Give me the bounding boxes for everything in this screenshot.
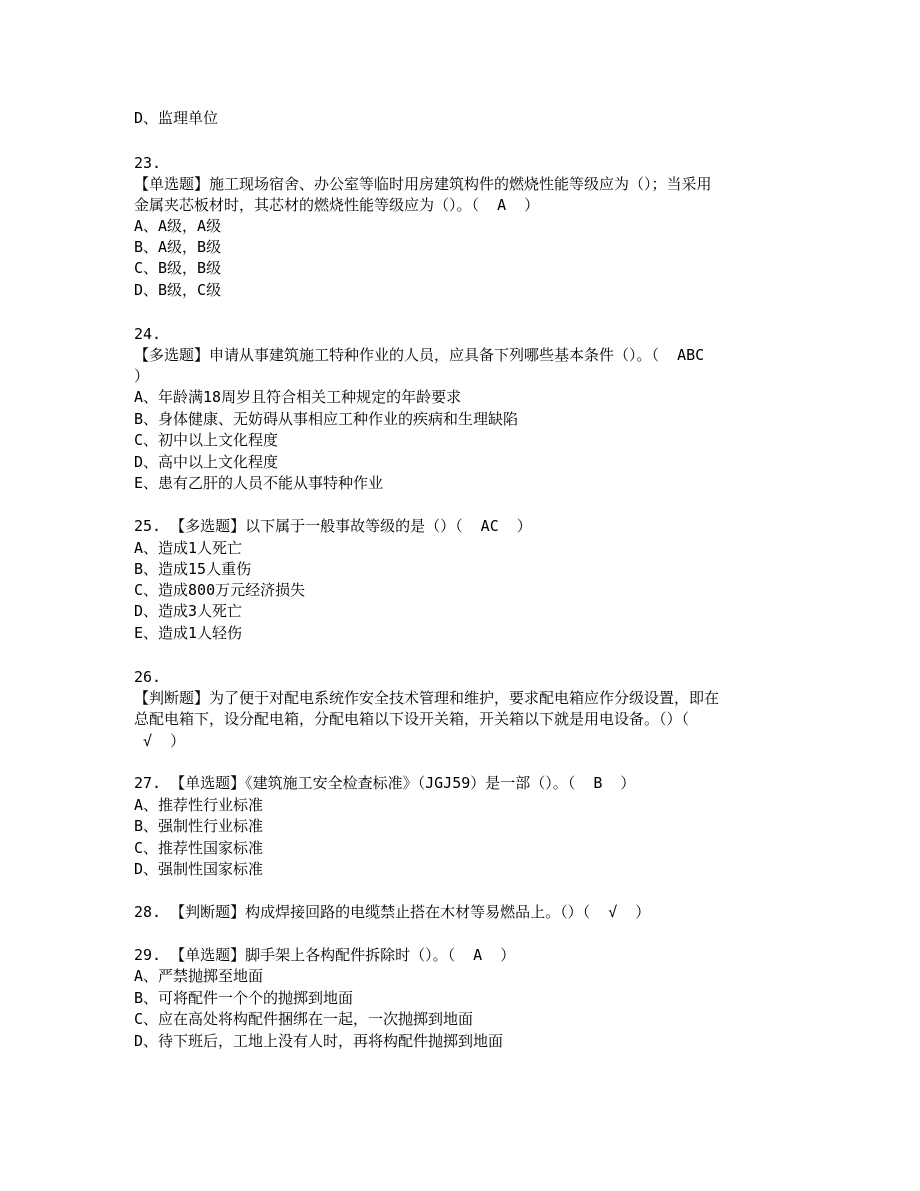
- q27-option-c: C、推荐性国家标准: [134, 839, 264, 857]
- q24-text-line1: 【多选题】申请从事建筑施工特种作业的人员，应具备下列哪些基本条件（）。（ ABC: [134, 346, 705, 364]
- q25-text: 25. 【多选题】以下属于一般事故等级的是（）（ AC ）: [134, 517, 532, 535]
- q24-option-d: D、高中以上文化程度: [134, 453, 279, 471]
- q29-option-c: C、应在高处将构配件捆绑在一起，一次抛掷到地面: [134, 1010, 474, 1028]
- q24-option-b: B、身体健康、无妨碍从事相应工种作业的疾病和生理缺陷: [134, 410, 519, 428]
- q25-option-e: E、造成1人轻伤: [134, 624, 243, 642]
- q27-option-b: B、强制性行业标准: [134, 817, 264, 835]
- q23-option-a: A、A级，A级: [134, 217, 222, 235]
- q29-text: 29. 【单选题】脚手架上各构配件拆除时（）。（ A ）: [134, 946, 516, 964]
- q23-number: 23.: [134, 154, 162, 172]
- q29-option-b: B、可将配件一个个的抛掷到地面: [134, 989, 354, 1007]
- q23-option-c: C、B级，B级: [134, 259, 222, 277]
- q27-text: 27. 【单选题】《建筑施工安全检查标准》（JGJ59）是一部（）。（ B ）: [134, 774, 636, 792]
- q26-text-line2: 总配电箱下，设分配电箱，分配电箱以下设开关箱，开关箱以下就是用电设备。（）（: [134, 710, 690, 728]
- q24-text-line2: ）: [134, 367, 150, 385]
- q23-option-d: D、B级，C级: [134, 281, 222, 299]
- q24-number: 24.: [134, 325, 162, 343]
- q26-answer: √ ）: [134, 732, 186, 750]
- q26-number: 26.: [134, 668, 162, 686]
- q24-option-c: C、初中以上文化程度: [134, 431, 279, 449]
- q23-text-line2: 金属夹芯板材时，其芯材的燃烧性能等级应为（）。（ A ）: [134, 196, 540, 214]
- q25-option-c: C、造成800万元经济损失: [134, 581, 306, 599]
- q27-option-d: D、强制性国家标准: [134, 860, 264, 878]
- q23-text-line1: 【单选题】施工现场宿舍、办公室等临时用房建筑构件的燃烧性能等级应为（）；当采用: [134, 175, 712, 193]
- q29-option-a: A、严禁抛掷至地面: [134, 967, 264, 985]
- q25-option-b: B、造成15人重伤: [134, 560, 252, 578]
- q26-text-line1: 【判断题】为了便于对配电系统作安全技术管理和维护，要求配电箱应作分级设置，即在: [134, 689, 720, 707]
- q22-option-d: D、监理单位: [134, 109, 219, 127]
- q24-option-a: A、年龄满18周岁且符合相关工种规定的年龄要求: [134, 388, 462, 406]
- q27-option-a: A、推荐性行业标准: [134, 796, 264, 814]
- q29-option-d: D、待下班后，工地上没有人时，再将构配件抛掷到地面: [134, 1032, 504, 1050]
- q23-option-b: B、A级，B级: [134, 238, 222, 256]
- q25-option-a: A、造成1人死亡: [134, 539, 243, 557]
- q24-option-e: E、患有乙肝的人员不能从事特种作业: [134, 474, 384, 492]
- q28-text: 28. 【判断题】构成焊接回路的电缆禁止搭在木材等易燃品上。（）（ √ ）: [134, 903, 651, 921]
- q25-option-d: D、造成3人死亡: [134, 602, 243, 620]
